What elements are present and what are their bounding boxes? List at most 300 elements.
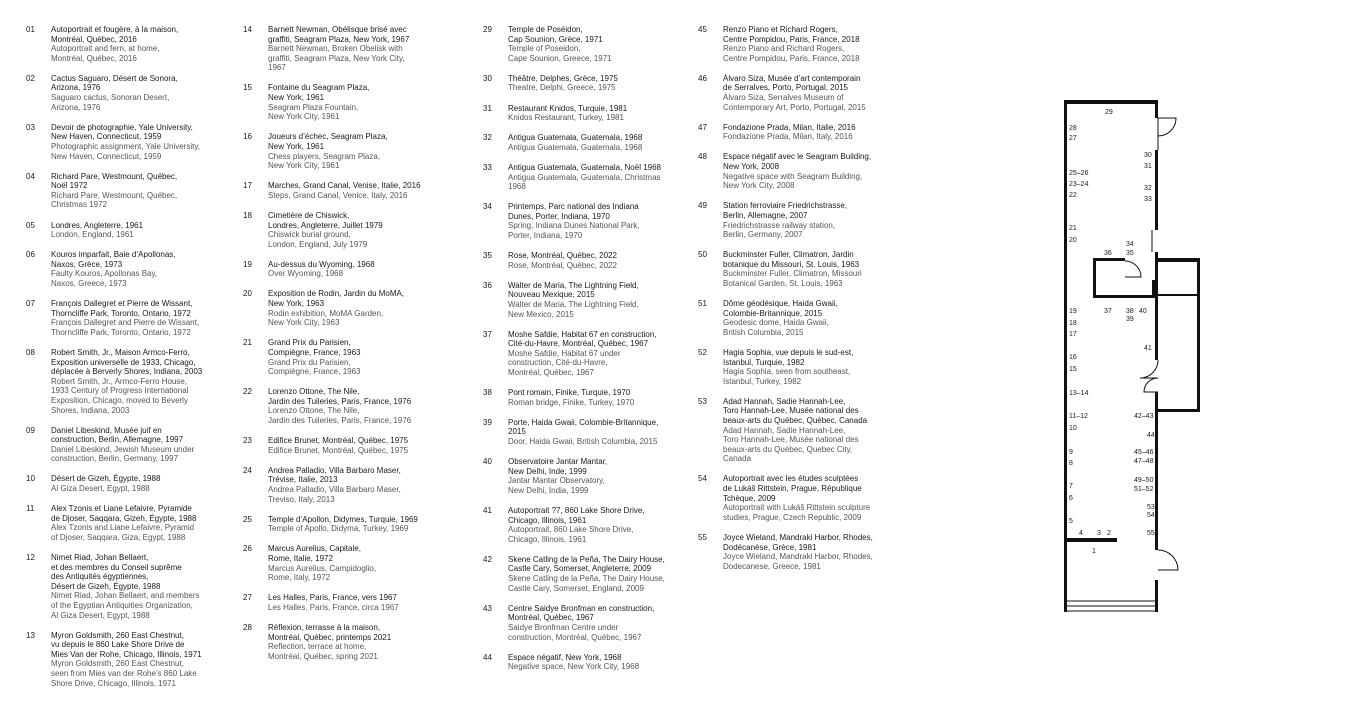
caption-english-line: Rose, Montréal, Québec, 2022	[508, 260, 617, 270]
caption-english-line: Shores, Indiana, 2003	[51, 405, 130, 415]
caption-english-line: Shore Drive, Chicago, Illinois, 1971	[51, 678, 176, 688]
caption-french-line: Espace négatif avec le Seagram Building,	[723, 152, 872, 162]
door-swing-low	[1144, 378, 1158, 392]
caption-english-line: construction, Berlin, Germany, 1997	[51, 454, 179, 464]
caption-french-line: graffiti, Seagram Plaza, New York, 1967	[268, 34, 410, 44]
caption-english-line: Alex Tzonis and Liane Lefaivre, Pyramid	[51, 523, 195, 533]
caption-french-line: Tchèque, 2009	[723, 493, 776, 503]
plan-label: 41	[1144, 345, 1152, 352]
plan-window	[1067, 601, 1155, 611]
caption-english-line: London, England, 1961	[51, 230, 134, 240]
caption-english-line: Spring, Indiana Dunes National Park,	[508, 221, 640, 231]
caption-french-line: Mies Van der Rohe, Chicago, Illinois, 1971	[51, 649, 202, 659]
caption-french-line: Pont romain, Finike, Turquie, 1970	[508, 388, 631, 398]
caption-english-line: Dodecanese, Greece, 1981	[723, 561, 821, 571]
caption-number: 19	[243, 259, 252, 269]
caption-french-line: Observatoire Jantar Mantar,	[508, 457, 608, 467]
caption-number: 30	[483, 73, 492, 83]
caption-english-line: Jardin des Tuileries, Paris, France, 1976	[268, 416, 412, 425]
caption-english-line: Steps, Grand Canal, Venice, Italy, 2016	[268, 190, 408, 200]
plan-label: 1	[1092, 548, 1096, 555]
caption-french-line: Chicago, Illinois, 1961	[508, 515, 587, 525]
caption-english-line: Rome, Italy, 1972	[268, 573, 331, 583]
caption-french-line: Álvaro Siza, Musée d’art contemporain	[723, 73, 861, 83]
caption-french-line: Arizona, 1976	[51, 83, 101, 93]
caption-number: 06	[26, 250, 35, 260]
caption-english-line: Thorncliffe Park, Toronto, Ontario, 1972	[51, 327, 191, 337]
plan-label: 21	[1069, 225, 1077, 232]
caption-english-line: Christmas 1972	[51, 200, 108, 210]
caption-french-line: Cité-du-Havre, Montréal, Québec, 1967	[508, 339, 649, 349]
caption-english-line: Friedrichstrasse railway station,	[723, 220, 836, 230]
caption-number: 50	[698, 250, 707, 260]
caption-french-line: de Serralves, Porto, Portugal, 2015	[723, 83, 848, 93]
caption-english-line: Canada	[723, 454, 752, 464]
caption-french-line: Andrea Palladio, Villa Barbaro Maser,	[268, 465, 401, 475]
caption-french-line: Centre Pompidou, Paris, France, 2018	[723, 34, 860, 44]
caption-english-line: construction, Cité-du-Havre,	[508, 358, 608, 368]
caption-english-line: Berlin, Germany, 2007	[723, 230, 803, 240]
caption-english-line: Marcus Aurelius, Campidoglio,	[268, 563, 377, 573]
caption-english-line: Chess players, Seagram Plaza,	[268, 151, 381, 161]
caption-number: 07	[26, 299, 35, 309]
caption-french-line: Montréal, Québec, 2016	[51, 34, 137, 44]
caption-english-line: Photographic assignment, Yale University,	[51, 141, 200, 151]
caption-number: 33	[483, 162, 492, 172]
caption-number: 24	[243, 465, 252, 475]
caption-french-line: Noël 1972	[51, 181, 88, 191]
plan-room-top	[1093, 258, 1125, 261]
plan-label: 34	[1126, 241, 1134, 248]
caption-number: 51	[698, 299, 707, 309]
caption-english-line: Andrea Palladio, Villa Barbaro Maser,	[268, 484, 401, 494]
caption-english-line: Compiègne, France, 1963	[268, 367, 361, 377]
caption-french-line: Temple d’Apollon, Didymes, Turquie, 1969	[268, 514, 418, 524]
caption-french-line: Daniel Libeskind, Musée juif en	[51, 425, 162, 435]
caption-english-line: Nimet Riad, Johan Bellaert, and members	[51, 591, 200, 601]
caption-french-line: Nimet Riad, Johan Bellaert,	[51, 553, 149, 563]
caption-number: 21	[243, 338, 252, 348]
caption-french-line: Castle Cary, Somerset, Angleterre, 2009	[508, 564, 652, 574]
caption-number: 34	[483, 202, 492, 212]
caption-english-line: studies, Prague, Czech Republic, 2009	[723, 512, 862, 522]
caption-french-line: Skene Catling de la Peña, The Dairy House,	[508, 554, 665, 564]
caption-number: 38	[483, 388, 492, 398]
caption-number: 27	[243, 593, 252, 603]
caption-english-line: Cape Sounion, Greece, 1971	[508, 53, 612, 63]
caption-number: 36	[483, 280, 492, 290]
caption-english-line: 1967	[268, 63, 286, 73]
caption-french-line: Joyce Wieland, Mandraki Harbor, Rhodes,	[723, 532, 873, 542]
caption-english-line: Al Giza Desert, Egypt, 1988	[51, 484, 150, 494]
caption-french-line: Alex Tzonis et Liane Lefaivre, Pyramide	[51, 504, 192, 514]
plan-label: 44	[1147, 432, 1155, 439]
caption-french-line: Grand Prix du Parisien,	[268, 338, 351, 348]
caption-french-line: de Djoser, Saqqara, Gizeh, Égypte, 1988	[51, 513, 197, 523]
caption-english-line: New York City, 1961	[268, 161, 340, 171]
caption-english-line: Geodesic dome, Haida Gwaii,	[723, 318, 829, 328]
plan-wing-partition-h	[1155, 294, 1198, 296]
plan-partition-bottom	[1067, 538, 1117, 542]
caption-english-line: Moshe Safdie, Habitat 67 under	[508, 348, 621, 358]
plan-label: 4	[1079, 530, 1083, 537]
caption-french-line: Au-dessus du Wyoming, 1968	[268, 259, 375, 269]
caption-french-line: des Antiquités égyptiennes,	[51, 572, 149, 582]
caption-english-line: Temple of Apollo, Didyma, Turkey, 1969	[268, 524, 409, 534]
caption-french-line: Dunes, Porter, Indiana, 1970	[508, 211, 610, 221]
caption-english-line: Exposition, Chicago, moved to Beverly	[51, 395, 188, 405]
caption-number: 05	[26, 220, 35, 230]
plan-label: 31	[1144, 163, 1152, 170]
caption-english-line: New Delhi, India, 1999	[508, 485, 589, 495]
caption-number: 11	[26, 504, 35, 514]
caption-english-line: Edifice Brunet, Montréal, Québec, 1975	[268, 445, 409, 455]
plan-label: 5	[1069, 518, 1073, 525]
caption-french-line: Autoportrait ?7, 860 Lake Shore Drive,	[508, 505, 645, 515]
caption-french-line: Dodécanèse, Grèce, 1981	[723, 542, 817, 552]
caption-english-line: Knidos Restaurant, Turkey, 1981	[508, 113, 624, 123]
caption-french-line: Colombie-Britannique, 2015	[723, 308, 823, 318]
plan-label: 2	[1107, 530, 1111, 537]
caption-english-line: Over Wyoming, 1968	[268, 269, 344, 279]
plan-wall-right-a	[1155, 150, 1158, 230]
caption-french-line: Robert Smith, Jr., Maison Armco-Ferro,	[51, 347, 190, 357]
door-swing-bottom	[1158, 550, 1178, 570]
caption-french-line: Devoir de photographie, Yale University,	[51, 122, 193, 132]
caption-french-line: Moshe Safdie, Habitat 67 en construction,	[508, 329, 657, 339]
caption-english-line: Autoportrait and fern, at home,	[51, 44, 160, 54]
caption-french-line: Rose, Montréal, Québec, 2022	[508, 251, 617, 261]
caption-french-line: Centre Saidye Bronfman en construction,	[508, 603, 655, 613]
caption-english-line: Al Giza Desert, Egypt, 1988	[51, 610, 150, 620]
plan-label: 51–52	[1134, 486, 1154, 493]
caption-english-line: Walter de Maria, The Lightning Field,	[508, 299, 639, 309]
caption-french-line: 2015	[508, 427, 526, 437]
plan-label: 23–24	[1069, 181, 1089, 188]
caption-number: 31	[483, 103, 492, 113]
caption-french-line: Myron Goldsmith, 260 East Chestnut,	[51, 630, 184, 640]
caption-number: 53	[698, 396, 707, 406]
caption-french-line: François Dallegret et Pierre de Wissant,	[51, 299, 193, 309]
caption-number: 26	[243, 544, 252, 554]
caption-english-line: Centre Pompidou, Paris, France, 2018	[723, 53, 860, 63]
caption-french-line: vu depuis le 860 Lake Shore Drive de	[51, 640, 185, 650]
caption-french-line: New York, 2008	[723, 162, 780, 172]
plan-label: 38	[1126, 308, 1134, 315]
caption-french-line: New York, 1961	[268, 93, 325, 103]
caption-english-line: Negative space, New York City, 1968	[508, 662, 640, 672]
plan-label: 32	[1144, 185, 1152, 192]
caption-english-line: New Mexico, 2015	[508, 309, 574, 319]
caption-french-line: botanique du Missouri, St. Louis, 1963	[723, 259, 860, 269]
caption-english-line: Autoportrait, 860 Lake Shore Drive,	[508, 525, 634, 535]
caption-french-line: Montréal, Québec, 1967	[508, 613, 594, 623]
caption-french-line: déplacée à Berverly Shores, Indiana, 2003	[51, 367, 203, 377]
plan-label: 28	[1069, 125, 1077, 132]
plan-label: 45–46	[1134, 449, 1154, 456]
caption-french-line: Londres, Angleterre, Juillet 1979	[268, 220, 383, 230]
caption-french-line: Berlin, Allemagne, 2007	[723, 210, 808, 220]
caption-english-line: New York City, 1961	[268, 112, 340, 122]
caption-english-line: Autoportrait with Lukáš Rittstein sculpture	[723, 503, 871, 513]
plan-label: 22	[1069, 192, 1077, 199]
plan-label: 15	[1069, 366, 1077, 373]
plan-label: 7	[1069, 483, 1073, 490]
plan-label: 53	[1147, 504, 1155, 511]
caption-french-line: Antigua Guatemala, Guatemala, 1968	[508, 133, 643, 143]
caption-english-line: Treviso, Italy, 2013	[268, 494, 335, 504]
caption-french-line: Walter de Maria, The Lightning Field,	[508, 280, 639, 290]
caption-english-line: Door, Haida Gwaii, British Columbia, 2015	[508, 437, 658, 446]
caption-french-line: Dôme géodésique, Haida Gwaii,	[723, 299, 838, 309]
caption-french-line: Fontaine du Seagram Plaza,	[268, 83, 370, 93]
plan-label: 49–50	[1134, 477, 1154, 484]
caption-french-line: New Haven, Connecticut, 1959	[51, 132, 162, 142]
door-swing-wing	[1125, 261, 1141, 277]
caption-number: 23	[243, 436, 252, 446]
caption-english-line: Buckminster Fuller, Climatron, Missouri	[723, 269, 862, 279]
caption-french-line: Trévise, Italie, 2013	[268, 475, 338, 485]
caption-english-line: Barnett Newman, Broken Obelisk with	[268, 44, 403, 54]
plan-label: 20	[1069, 237, 1077, 244]
caption-number: 54	[698, 474, 707, 484]
caption-french-line: Thorncliffe Park, Toronto, Ontario, 1972	[51, 308, 191, 318]
caption-english-line: Joyce Wieland, Mandraki Harbor, Rhodes,	[723, 552, 873, 562]
caption-english-line: New Haven, Connecticut, 1959	[51, 151, 162, 161]
caption-english-line: Robert Smith, Jr., Armco-Ferro House,	[51, 376, 188, 386]
caption-english-line: Saidye Bronfman Centre under	[508, 622, 619, 632]
caption-english-line: Saguaro cactus, Sonoran Desert,	[51, 93, 170, 103]
caption-french-line: Autoportrait et fougère, à la maison,	[51, 25, 179, 34]
plan-label: 27	[1069, 135, 1077, 142]
caption-number: 49	[698, 201, 707, 211]
plan-wall-top	[1064, 100, 1158, 104]
caption-french-line: Naxos, Grèce, 1973	[51, 259, 123, 269]
caption-number: 39	[483, 417, 492, 427]
caption-number: 16	[243, 132, 252, 142]
caption-number: 40	[483, 457, 492, 467]
caption-english-line: Álvaro Siza, Serralves Museum of	[723, 93, 844, 103]
caption-french-line: Cactus Saguaro, Désert de Sonora,	[51, 73, 178, 83]
caption-number: 01	[26, 25, 35, 34]
plan-labels	[1069, 109, 1155, 555]
caption-number: 22	[243, 387, 252, 397]
plan-label: 30	[1144, 152, 1152, 159]
caption-french-line: Marches, Grand Canal, Venise, Italie, 2016	[268, 181, 421, 191]
caption-french-line: construction, Berlin, Allemagne, 1997	[51, 435, 184, 445]
caption-number: 15	[243, 83, 252, 93]
caption-english-line: Faulty Kouros, Apollonas Bay,	[51, 269, 158, 279]
caption-french-line: et des membres du Conseil suprême	[51, 562, 182, 572]
caption-french-line: Cap Sounion, Grèce, 1971	[508, 34, 603, 44]
caption-french-line: New York, 1963	[268, 299, 325, 309]
caption-english-line: beaux-arts du Québec, Quebec City,	[723, 444, 853, 454]
caption-english-line: Hagia Sophia, seen from southeast,	[723, 367, 851, 377]
caption-english-line: 1933 Century of Progress International	[51, 386, 189, 396]
caption-number: 12	[26, 553, 35, 563]
plan-label: 13–14	[1069, 390, 1089, 397]
plan-wall-right-top	[1155, 100, 1158, 118]
plan-label: 9	[1069, 449, 1073, 456]
caption-french-line: Restaurant Knidos, Turquie, 1981	[508, 103, 628, 113]
caption-number: 09	[26, 425, 35, 435]
caption-english-line: London, England, July 1979	[268, 239, 368, 249]
caption-french-line: Jardin des Tuileries, Paris, France, 1976	[268, 396, 412, 406]
caption-number: 20	[243, 289, 252, 299]
caption-english-line: Antigua Guatemala, Guatemala, 1968	[508, 142, 643, 152]
caption-number: 28	[243, 622, 252, 632]
caption-english-line: Istanbul, Turkey, 1982	[723, 376, 802, 386]
caption-number: 13	[26, 630, 35, 640]
plan-label: 33	[1144, 196, 1152, 203]
plan-label: 19	[1069, 308, 1077, 315]
caption-english-line: Fondazione Prada, Milan, Italy, 2016	[723, 132, 853, 142]
caption-french-line: Désert de Gizeh, Égypte, 1988	[51, 474, 161, 484]
plan-label: 39	[1126, 316, 1134, 323]
plan-label: 10	[1069, 425, 1077, 432]
plan-label: 17	[1069, 331, 1077, 338]
caption-english-line: Montréal, Québec, spring 2021	[268, 651, 378, 661]
caption-french-line: Joueurs d’échec, Seagram Plaza,	[268, 132, 388, 142]
plan-label: 55	[1147, 530, 1155, 537]
caption-french-line: Cimetière de Chiswick,	[268, 210, 350, 220]
caption-french-line: Antigua Guatemala, Guatemala, Noël 1968	[508, 162, 661, 172]
caption-number: 43	[483, 603, 492, 613]
plan-wing-top	[1155, 258, 1200, 262]
caption-french-line: Montréal, Québec, printemps 2021	[268, 632, 392, 642]
caption-french-line: Exposition de Rodin, Jardin du MoMA,	[268, 289, 405, 299]
caption-english-line: Les Halles, Paris, France, circa 1967	[268, 602, 399, 612]
caption-english-line: Renzo Piano and Richard Rogers,	[723, 44, 845, 54]
plan-wall-right-d	[1155, 392, 1158, 550]
caption-french-line: Rome, Italie, 1972	[268, 553, 333, 563]
caption-english-line: Reflection, terrace at home,	[268, 642, 367, 652]
caption-french-line: Kouros imparfait, Baie d’Apollonas,	[51, 250, 176, 260]
caption-french-line: Exposition universelle de 1933, Chicago,	[51, 357, 196, 367]
caption-french-line: Edifice Brunet, Montréal, Québec, 1975	[268, 436, 409, 446]
plan-label: 11–12	[1069, 413, 1088, 420]
door-swing-mid	[1140, 360, 1158, 378]
plan-label: 54	[1147, 512, 1155, 519]
caption-english-line: Chiswick burial ground,	[268, 230, 351, 240]
caption-french-line: Adad Hannah, Sadie Hannah-Lee,	[723, 396, 846, 406]
caption-french-line: de Lukáš Rittstein, Prague, République	[723, 484, 862, 494]
caption-french-line: Autoportrait avec les études sculptées	[723, 474, 859, 484]
caption-english-line: Montréal, Québec, 1967	[508, 368, 594, 378]
caption-french-line: Compiègne, France, 1963	[268, 347, 361, 357]
caption-french-line: Toro Hannah-Lee, Musée national des	[723, 406, 859, 416]
plan-wing-partition	[1155, 262, 1158, 296]
caption-french-line: Istanbul, Turquie, 1982	[723, 357, 805, 367]
caption-number: 37	[483, 329, 492, 339]
caption-number: 47	[698, 122, 707, 132]
caption-french-line: Hagia Sophia, vue depuis le sud-est,	[723, 347, 854, 357]
caption-french-line: Porte, Haida Gwaii, Colombie-Britannique,	[508, 417, 659, 427]
caption-english-line: Negative space with Seagram Building,	[723, 171, 863, 181]
caption-number: 14	[243, 25, 252, 34]
plan-wing-bottom	[1155, 409, 1200, 412]
plan-label: 40	[1139, 308, 1147, 315]
plan-label: 42–43	[1134, 413, 1154, 420]
caption-english-line: New York City, 1963	[268, 318, 340, 328]
caption-english-line: seen from Mies van der Rohe’s 860 Lake	[51, 669, 197, 679]
caption-number: 04	[26, 171, 35, 181]
caption-english-line: of the Egyptian Antiquities Organization,	[51, 601, 193, 610]
caption-french-line: Lorenzo Ottone, The Nile,	[268, 387, 360, 397]
plan-label: 25–26	[1069, 170, 1089, 177]
caption-english-line: Naxos, Greece, 1973	[51, 278, 127, 288]
plan-label: 47–48	[1134, 458, 1154, 465]
caption-french-line: Renzo Piano et Richard Rogers,	[723, 25, 838, 34]
caption-english-line: of Djoser, Saqqara, Giza, Egypt, 1988	[51, 532, 186, 542]
caption-number: 55	[698, 532, 707, 542]
caption-english-line: Theatre, Delphi, Greece, 1975	[508, 83, 616, 93]
caption-english-line: 1968	[508, 182, 526, 192]
caption-number: 18	[243, 210, 252, 220]
plan-label: 16	[1069, 354, 1077, 361]
caption-english-line: Rodin exhibition, MoMA Garden,	[268, 308, 384, 318]
caption-number: 45	[698, 25, 707, 34]
caption-english-line: Seagram Plaza Fountain,	[268, 102, 359, 112]
plan-label: 18	[1069, 320, 1077, 327]
caption-english-line: Chicago, Illinois, 1961	[508, 534, 587, 544]
caption-french-line: Printemps, Parc national des Indiana	[508, 202, 639, 212]
caption-english-line: graffiti, Seagram Plaza, New York City,	[268, 53, 405, 63]
plan-room-right	[1152, 280, 1155, 298]
caption-english-line: Arizona, 1976	[51, 102, 101, 112]
caption-number: 08	[26, 347, 35, 357]
caption-number: 52	[698, 347, 707, 357]
caption-french-line: Nouveau Mexique, 2015	[508, 290, 595, 300]
caption-french-line: Station ferroviaire Friedrichstrasse,	[723, 201, 848, 211]
caption-number: 25	[243, 514, 252, 524]
caption-english-line: Myron Goldsmith, 260 East Chestnut,	[51, 659, 184, 669]
caption-french-line: Londres, Angleterre, 1961	[51, 220, 144, 230]
plan-wall-right-c	[1155, 296, 1158, 360]
plan-room-bottom	[1093, 295, 1155, 298]
caption-number: 10	[26, 474, 35, 484]
caption-number: 41	[483, 505, 492, 515]
plan-wing-right	[1197, 258, 1200, 412]
caption-english-line: Lorenzo Ottone, The Nile,	[268, 406, 360, 416]
caption-english-line: British Columbia, 2015	[723, 327, 804, 337]
caption-english-line: Contemporary Art, Porto, Portugal, 2015	[723, 102, 866, 112]
caption-french-line: New Delhi, Inde, 1999	[508, 466, 587, 476]
caption-english-line: Adad Hannah, Sadie Hannah-Lee,	[723, 425, 846, 435]
caption-number: 46	[698, 73, 707, 83]
caption-number: 03	[26, 122, 35, 132]
plan-label: 3	[1097, 530, 1101, 537]
caption-english-line: Daniel Libeskind, Jewish Museum under	[51, 444, 195, 454]
caption-number: 17	[243, 181, 252, 191]
caption-number: 02	[26, 73, 35, 83]
plan-wall-right-e	[1155, 580, 1158, 612]
caption-french-line: beaux-arts du Québec, Québec, Canada	[723, 416, 868, 425]
caption-french-line: Fondazione Prada, Milan, Italie, 2016	[723, 122, 856, 132]
caption-english-line: François Dallegret and Pierre de Wissant,	[51, 318, 200, 328]
caption-french-line: Barnett Newman, Obélisque brisé avec	[268, 25, 407, 34]
caption-french-line: Richard Pare, Westmount, Québec,	[51, 171, 178, 181]
caption-english-line: Montréal, Québec, 2016	[51, 53, 137, 63]
caption-english-line: Roman bridge, Finike, Turkey, 1970	[508, 397, 635, 407]
caption-french-line: New York, 1961	[268, 141, 325, 151]
plan-label: 29	[1105, 109, 1113, 116]
caption-english-line: Grand Prix du Parisien,	[268, 357, 351, 367]
caption-english-line: Richard Pare, Westmount, Québec,	[51, 190, 178, 200]
caption-french-line: Réflexion, terrasse à la maison,	[268, 622, 381, 632]
caption-french-line: Buckminster Fuller, Climatron, Jardin	[723, 250, 854, 260]
caption-french-line: Les Halles, Paris, France, vers 1967	[268, 593, 397, 603]
